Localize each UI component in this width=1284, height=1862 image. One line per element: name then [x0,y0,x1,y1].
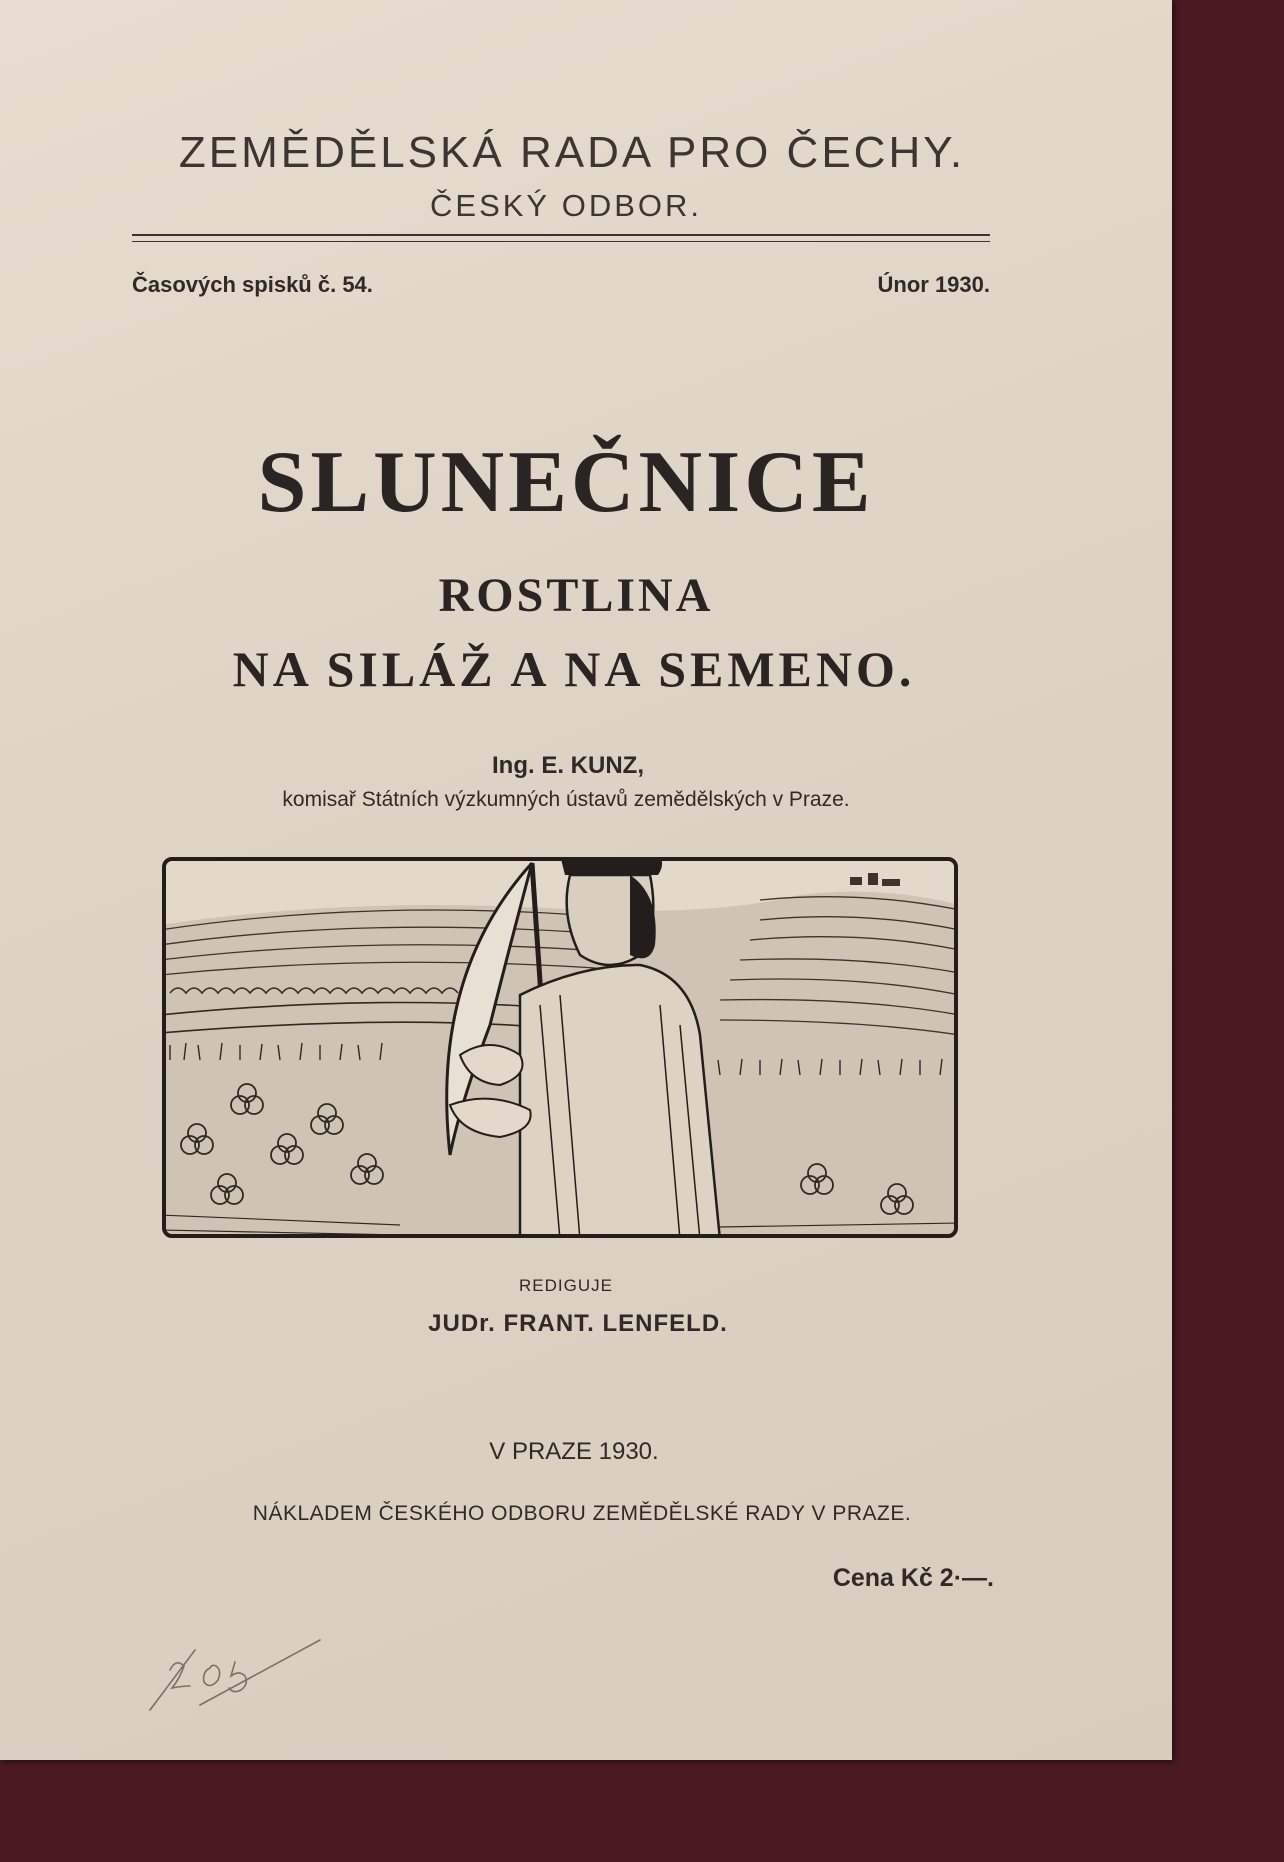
pencil-annotation [140,1610,340,1720]
price: Cena Kč 2·—. [832,1564,994,1592]
publication-place-year: V PRAZE 1930. [489,1438,659,1465]
editor-name: JUDr. FRANT. LENFELD. [428,1310,728,1337]
publisher-organization: ZEMĚDĚLSKÁ RADA PRO ČECHY. [178,128,966,177]
author-affiliation: komisař Státních výzkumných ústavů zemědělských v Praze. [282,788,850,811]
publisher-statement: NÁKLADEM ČESKÉHO ODBORU ZEMĚDĚLSKÉ RADY V PRAZE. [252,1502,912,1525]
header-rule-top [132,234,990,236]
publisher-department: ČESKÝ ODBOR. [430,188,702,223]
issue-date: Únor 1930. [877,272,990,297]
series-number: Časových spisků č. 54. [132,272,373,297]
woodcut-illustration [160,855,960,1240]
author-name: Ing. E. KUNZ, [492,752,644,779]
document-title: SLUNEČNICE [257,434,875,531]
subtitle-line-1: ROSTLINA [438,569,714,622]
subtitle-line-2: NA SILÁŽ A NA SEMENO. [232,641,916,697]
editor-label: REDIGUJE [519,1276,613,1295]
header-rule-bottom [132,241,990,242]
